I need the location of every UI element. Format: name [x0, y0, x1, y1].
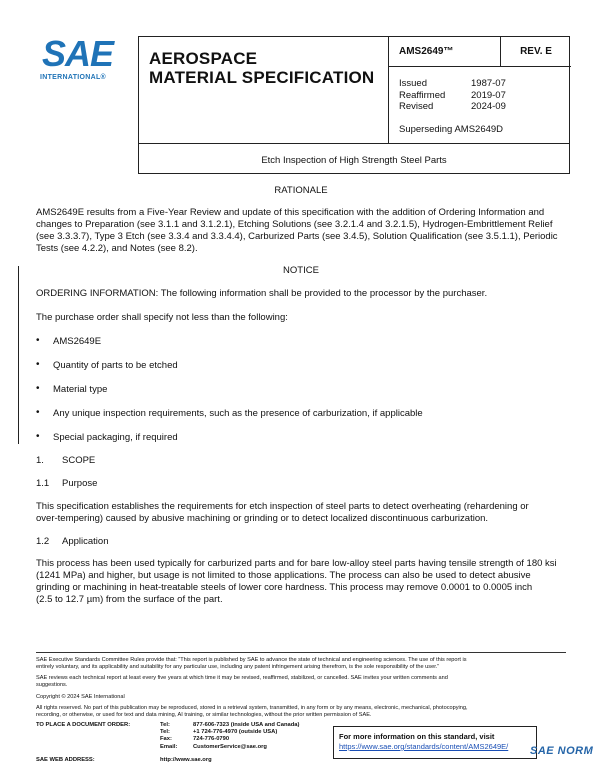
- section-scope: [36, 455, 95, 467]
- title-line-1: AEROSPACE: [149, 49, 258, 68]
- change-bar: [18, 266, 19, 444]
- footnote-line: entirely voluntary, and its applicability and suitability for any particular use, including any patent infringement arising therefrom, is the sole responsibility of the user.”: [36, 664, 440, 670]
- footnote-line: SAE reviews each technical report at least every five years at which time it may be revised, reaffirmed, stabilized, or cancelled. SAE invites your written comments and: [36, 675, 448, 681]
- contact-row: [36, 744, 299, 751]
- sae-norm-watermark: [530, 745, 596, 771]
- list-item-text: Quantity of parts to be etched: [53, 360, 178, 371]
- revision-label: REV. E: [501, 37, 571, 67]
- title-line-2: MATERIAL SPECIFICATION: [149, 68, 375, 87]
- bullet-icon: •: [36, 335, 40, 346]
- order-label: TO PLACE A DOCUMENT ORDER:: [36, 722, 131, 728]
- more-info-box: [333, 726, 537, 759]
- revised-date: 2024-09: [471, 101, 506, 112]
- section-number: 1.1: [36, 478, 50, 489]
- sae-logo-sub: INTERNATIONAL®: [40, 74, 107, 81]
- tel-number: 877-606-7323 (inside USA and Canada): [193, 722, 300, 728]
- purpose-line: over-tempering) caused by abusive machining or grinding or to detect localized discontinuous carburization.: [36, 513, 489, 524]
- rationale-heading: RATIONALE: [274, 185, 328, 196]
- order-contact-block: [36, 722, 299, 751]
- application-text: [36, 558, 566, 606]
- tel-label: Tel:: [160, 722, 170, 728]
- rights-note: [36, 705, 566, 719]
- spec-header: [138, 36, 570, 174]
- rationale-line: changes to Preparation (see 3.1.1 and 3.1.2.1), Etching Solutions (see 3.2.1.4 and 3.2.1.5), Hydrogen-Embrittlement Relief: [36, 219, 553, 230]
- bullet-icon: •: [36, 383, 40, 394]
- contact-row: [36, 722, 299, 729]
- web-link[interactable]: http://www.sae.org: [160, 757, 212, 763]
- spec-type-title: [139, 37, 389, 143]
- section-title: SCOPE: [62, 455, 96, 466]
- email-address[interactable]: CustomerService@sae.org: [193, 743, 267, 750]
- section-title: Purpose: [62, 478, 98, 489]
- superseding-note: Superseding AMS2649D: [399, 123, 504, 135]
- reaffirmed-row: [399, 90, 571, 102]
- list-item-text: Any unique inspection requirements, such as the presence of carburization, if applicable: [53, 408, 423, 419]
- norm-watermark-text: SAE NORM: [530, 745, 594, 757]
- review-note: [36, 675, 566, 689]
- reaffirmed-label: Reaffirmed: [399, 89, 446, 101]
- footnote-line: recording, or otherwise, or used for text and data mining, AI training, or similar technologies, without the prior written permission of SAE.: [36, 712, 372, 718]
- issued-date: 1987-07: [471, 78, 506, 89]
- standard-link[interactable]: https://www.sae.org/standards/content/AMS2649E/: [339, 742, 509, 751]
- fax-label: Fax:: [160, 736, 172, 743]
- bullet-icon: •: [36, 431, 40, 442]
- date-block: [389, 67, 571, 143]
- ordering-information: ORDERING INFORMATION: The following information shall be provided to the processor by the purchaser.: [36, 288, 488, 299]
- footnote-line: suggestions.: [36, 682, 68, 688]
- section-purpose: [36, 478, 97, 490]
- committee-rules-note: [36, 657, 566, 671]
- application-line: (2.5 to 12.7 µm) from the surface of the part.: [36, 594, 223, 605]
- footer-divider: [36, 652, 566, 653]
- tel-number-intl: +1 724-776-4970 (outside USA): [193, 729, 278, 736]
- web-label: SAE WEB ADDRESS:: [36, 757, 95, 763]
- tel-label: Tel:: [160, 729, 170, 736]
- email-label: Email:: [160, 743, 178, 750]
- rationale-line: (see 3.3.3.7), Type 3 Etch (see 3.3.4 and 3.3.4.4), Carburized Parts (see 3.4.5), Solution Qualification (see 3.5.1.1), Periodic: [36, 231, 558, 242]
- sae-logo-mark: SAE: [42, 33, 114, 74]
- section-number: 1.2: [36, 536, 50, 547]
- bullet-icon: •: [36, 407, 40, 418]
- section-title: Application: [62, 536, 109, 547]
- contact-row: [36, 729, 299, 736]
- revised-row: [399, 101, 571, 113]
- application-line: This process has been used typically for carburized parts and for bare low-alloy steel parts having tensile strength of 180 ksi: [36, 558, 557, 569]
- notice-heading: NOTICE: [283, 265, 319, 276]
- revised-label: Revised: [399, 101, 434, 112]
- purpose-line: This specification establishes the requirements for etch inspection of steel parts to detect overheating (rehardening or: [36, 501, 529, 512]
- footnote-line: All rights reserved. No part of this publication may be reproduced, stored in a retrieval system, transmitted, in any form or by any means, electronic, mechanical, photocopying,: [36, 705, 468, 711]
- more-info-heading: For more information on this standard, visit: [339, 732, 495, 741]
- doc-number: AMS2649™: [389, 37, 501, 67]
- copyright-note: Copyright © 2024 SAE International: [36, 694, 125, 700]
- application-line: (1241 MPa) and higher, but usage is not limited to those applications. The process can also be used to detect abusive: [36, 570, 531, 581]
- fax-number: 724-776-0790: [193, 736, 230, 743]
- section-number: 1.: [36, 455, 44, 466]
- rationale-line: Tests (see 4.2.2), and Notes (see 8.2).: [36, 243, 198, 254]
- contact-row: [36, 736, 299, 743]
- application-line: grinding or machining in heat-treatable steels of lower core hardness. This process may remove 0.0001 to 0.0005 inch: [36, 582, 533, 593]
- web-address-row: [36, 757, 212, 763]
- rationale-line: AMS2649E results from a Five-Year Review and update of this specification with the addition of Ordering Information and: [36, 207, 545, 218]
- list-item-text: AMS2649E: [53, 336, 102, 347]
- section-application: [36, 536, 108, 548]
- purpose-text: [36, 501, 566, 525]
- list-item-text: Material type: [53, 384, 108, 395]
- list-item-text: Special packaging, if required: [53, 432, 178, 443]
- bullet-icon: •: [36, 359, 40, 370]
- issued-row: [399, 78, 571, 90]
- sae-logo: [38, 33, 122, 86]
- reaffirmed-date: 2019-07: [471, 89, 506, 101]
- purchase-order-text: The purchase order shall specify not less than the following:: [36, 312, 288, 323]
- document-title: Etch Inspection of High Strength Steel Parts: [139, 143, 569, 174]
- rationale-text: [36, 207, 566, 255]
- footnote-line: SAE Executive Standards Committee Rules provide that: “This report is published by SAE to advance the state of technical and engineering sciences. The use of this report is: [36, 657, 467, 663]
- issued-label: Issued: [399, 78, 427, 89]
